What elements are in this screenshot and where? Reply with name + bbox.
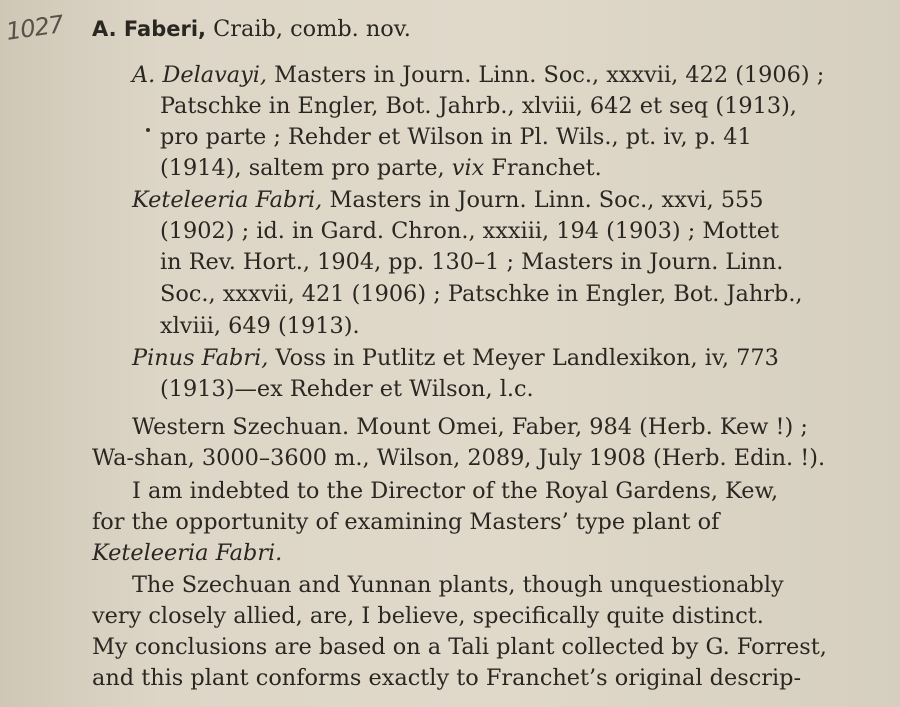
paragraph-line: very closely allied, are, I believe, specifically quite distinct. <box>92 603 764 629</box>
synonym-line <box>132 343 779 373</box>
species-heading <box>92 14 411 44</box>
locality-line: Western Szechuan. Mount Omei, Faber, 984 (Herb. Kew !) ; <box>132 414 808 440</box>
citation-line: (1902) ; id. in Gard. Chron., xxxiii, 194 (1903) ; Mottet <box>160 218 780 244</box>
citation-text: Masters in Journ. Linn. Soc., xxvi, 555 <box>329 187 764 213</box>
paragraph-line: Keteleeria Fabri. <box>92 540 283 566</box>
citation-line: Patschke in Engler, Bot. Jahrb., xlviii, 642 et seq (1913), <box>160 93 797 119</box>
citation-line: (1914), saltem pro parte, vix Franchet. <box>160 155 602 181</box>
handwritten-margin-number: 1027 <box>4 10 65 46</box>
synonym-line <box>132 185 764 215</box>
locality-line: Wa-shan, 3000–3600 m., Wilson, 2089, July 1908 (Herb. Edin. !). <box>92 445 826 471</box>
species-name: A. Faberi, <box>92 17 207 41</box>
citation-line: (1913)—ex Rehder et Wilson, l.c. <box>160 376 534 402</box>
synonym-name: Pinus Fabri, <box>132 345 269 371</box>
paragraph-line: I am indebted to the Director of the Royal Gardens, Kew, <box>132 478 779 504</box>
species-authority: Craib, comb. nov. <box>213 16 411 42</box>
paragraph-line: for the opportunity of examining Masters’ type plant of <box>92 509 720 535</box>
citation-text: Masters in Journ. Linn. Soc., xxxvii, 422 (1906) ; <box>274 62 825 88</box>
synonym-name: A. Delavayi, <box>132 62 268 88</box>
citation-line: xlviii, 649 (1913). <box>160 313 360 339</box>
stray-mark <box>146 128 150 132</box>
paragraph-line: My conclusions are based on a Tali plant collected by G. Forrest, <box>92 634 827 660</box>
citation-text: Voss in Putlitz et Meyer Landlexikon, iv, 773 <box>275 345 779 371</box>
synonym-name: Keteleeria Fabri, <box>132 187 323 213</box>
synonym-line <box>132 60 824 90</box>
paragraph-line: The Szechuan and Yunnan plants, though unquestionably <box>132 572 784 598</box>
citation-line: pro parte ; Rehder et Wilson in Pl. Wils., pt. iv, p. 41 <box>160 124 752 150</box>
citation-line: Soc., xxxvii, 421 (1906) ; Patschke in Engler, Bot. Jahrb., <box>160 281 803 307</box>
paragraph-line: and this plant conforms exactly to Franchet’s original descrip- <box>92 665 802 691</box>
citation-line: in Rev. Hort., 1904, pp. 130–1 ; Masters in Journ. Linn. <box>160 249 784 275</box>
